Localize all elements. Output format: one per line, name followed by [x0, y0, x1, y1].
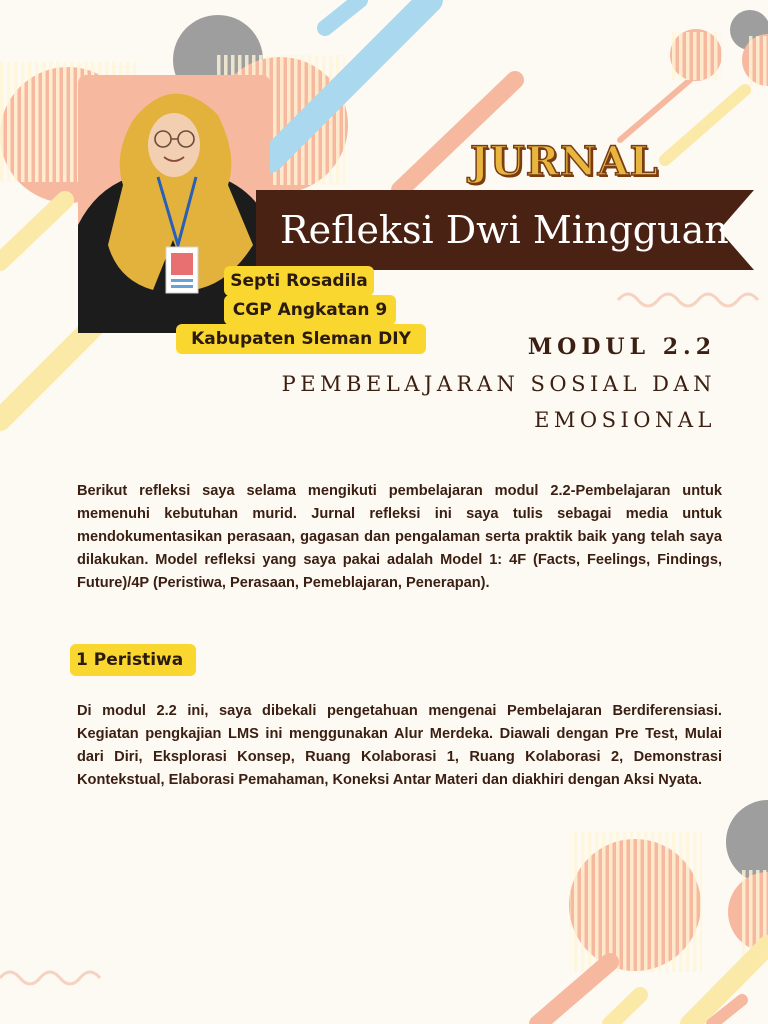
intro-paragraph: Berikut refleksi saya selama mengikuti pembelajaran modul 2.2-Pembelajaran untuk memenuhi kebutuhan murid. Jurnal refleksi ini saya tulis sebagai media untuk mendokumentasikan perasaan, gagasan dan pengalaman serta praktik baik yang telah saya dilakukan. Model refleksi yang saya pakai adalah Model 1: 4F (Facts, Feelings, Findings, Future)/4P (Peristiwa, Perasaan, Pemeblajaran, Penerapan). — [77, 483, 722, 591]
author-name: Septi Rosadila — [224, 266, 374, 296]
author-cohort: CGP Angkatan 9 — [224, 295, 396, 325]
page-title: Refleksi Dwi Mingguan — [280, 208, 729, 252]
journal-label: JURNAL — [470, 138, 659, 185]
section-heading-peristiwa: 1 Peristiwa — [70, 644, 196, 676]
section-body-peristiwa: Di modul 2.2 ini, saya dibekali pengetahuan mengenai Pembelajaran Berdiferensiasi. Kegiatan pengkajian LMS ini menggunakan Alur Merdeka. Diawali dengan Pre Test, Mulai dari Diri, Eksplorasi Konsep, Ruang Kolaborasi 1, Ruang Kolaborasi 2, Demonstrasi Kontekstual, Elaborasi Pemahaman, Koneksi Antar Materi dan diakhiri dengan Aksi Nyata. — [77, 703, 722, 788]
module-number: MODUL 2.2 — [527, 334, 716, 360]
author-region: Kabupaten Sleman DIY — [176, 324, 426, 354]
module-title-line2: EMOSIONAL — [534, 408, 716, 432]
module-title-line1: PEMBELAJARAN SOSIAL DAN — [281, 372, 716, 396]
